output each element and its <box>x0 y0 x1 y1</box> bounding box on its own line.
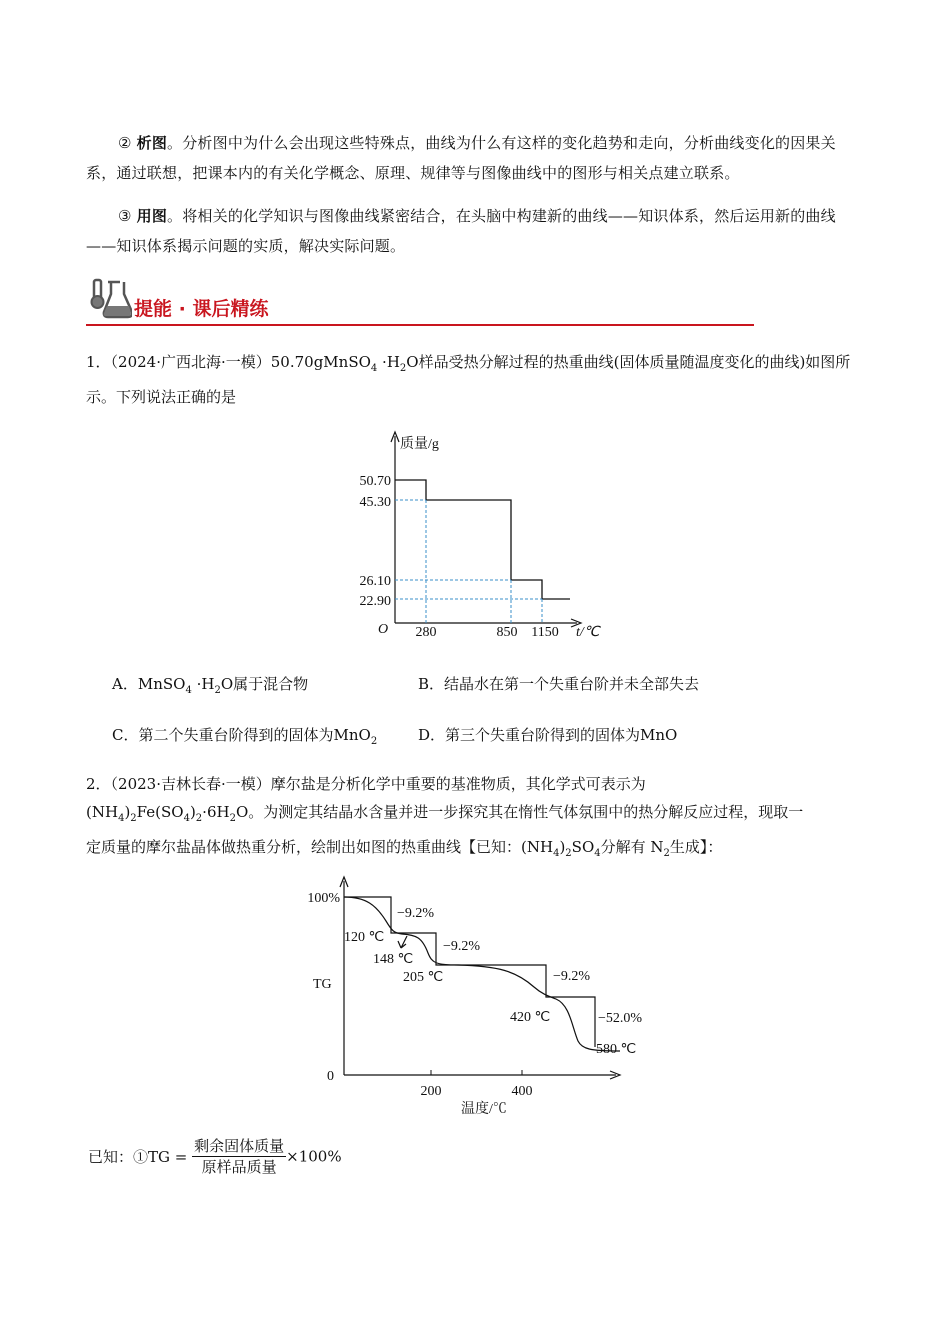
step-label-1: −9.2% <box>397 906 435 921</box>
question-1: 1．（2024·广西北海·一模）50.70gMnSO$_4$ $\cdot H_2O$样品受热分解过程的热重曲线(固体质量随温度变化的曲线)如图所示。下列说法正确的是 <box>86 353 851 406</box>
thermogravimetric-chart-2 <box>298 875 678 1115</box>
known-tg-formula: 已知：①TG = $\frac{\text{剩余固体质量}}{\text{原样品质量}}$ ×100% <box>88 1137 342 1176</box>
formula-mno2: MnO$_2$ <box>333 726 378 747</box>
temp-label-148: 148 ℃ <box>373 952 414 967</box>
y-tick-3: 26.10 <box>359 574 391 589</box>
mass-step-curve <box>395 480 570 599</box>
section-title: 提能 · 课后精练 <box>134 298 269 320</box>
x-tick-1: 200 <box>420 1084 442 1099</box>
keyword-analyze: 析图 <box>136 134 168 152</box>
paragraph-use-chart: ③ 用图。将相关的化学知识与图像曲线紧密结合，在头脑中构建新的曲线——知识体系，然后运用新的曲线——知识体系揭示问题的实质，解决实际问题。 <box>86 207 836 255</box>
y-axis-label: TG <box>313 977 332 992</box>
formula-mnso4-h2o-a: MnSO$_4$ $\cdot H_2O$ <box>137 675 234 696</box>
y-axis-label: 质量/g <box>400 437 439 452</box>
x-axis-label: t/℃ <box>576 625 600 640</box>
temp-label-420: 420 ℃ <box>510 1010 551 1025</box>
x-tick-3: 1150 <box>531 625 559 640</box>
tg-fraction: $\frac{\text{剩余固体质量}}{\text{原样品质量}}$ <box>194 1137 285 1176</box>
paragraph-analyze-chart: ② 析图。分析图中为什么会出现这些特殊点，曲线为什么有这样的变化趋势和走向，分析曲线变化的因果关系，通过联想，把课本内的有关化学概念、原理、规律等与图像曲线中的图形与相关点建立联系。 <box>86 134 836 182</box>
temp-label-205: 205 ℃ <box>403 970 444 985</box>
y-tick-4: 22.90 <box>359 594 391 609</box>
temp-label-580: 580 ℃ <box>596 1042 637 1057</box>
option-d[interactable]: D．第三个失重台阶得到的固体为MnO <box>418 726 678 744</box>
question-2: 2．（2023·吉林长春·一模）摩尔盐是分析化学中重要的基准物质，其化学式可表示为 $(NH_4)_2Fe(SO_4)_2\cdot 6H_2O$。为测定其结晶水含量并进一步探究其在惰性气体氛围中的热分解反应过程，现取一 定质量的摩尔盐晶体做热重分析，绘制出如图的热重曲线【已知：$(NH_4)_2SO_4$分解有 $N_2$生成】： <box>86 775 804 859</box>
section-header <box>86 278 754 326</box>
arrow-icon <box>398 936 407 948</box>
x-tick-2: 400 <box>511 1084 533 1099</box>
formula-mnso4-h2o: 50.70gMnSO$_4$ $\cdot H_2O$ <box>270 353 419 374</box>
keyword-use: 用图 <box>136 207 168 225</box>
option-c[interactable]: C．第二个失重台阶得到的固体为MnO$_2$ <box>112 726 378 747</box>
step-label-4: −52.0% <box>598 1011 643 1026</box>
y-tick-1: 50.70 <box>359 474 391 489</box>
option-a[interactable]: A．MnSO$_4$ $\cdot H_2O$属于混合物 <box>112 675 309 696</box>
y-top-label: 100% <box>307 891 340 906</box>
step-label-3: −9.2% <box>553 969 591 984</box>
temp-label-120: 120 ℃ <box>344 930 385 945</box>
x-axis-label: 温度/℃ <box>461 1102 507 1115</box>
option-b[interactable]: B．结晶水在第一个失重台阶并未全部失去 <box>418 675 700 693</box>
step-label-2: −9.2% <box>443 939 481 954</box>
flask-icon <box>86 278 132 320</box>
y-zero-label: 0 <box>327 1069 334 1084</box>
x-tick-2: 850 <box>496 625 518 640</box>
origin-label: O <box>378 622 389 637</box>
thermogravimetric-chart-1 <box>345 428 605 643</box>
x-tick-1: 280 <box>415 625 437 640</box>
y-tick-2: 45.30 <box>359 495 391 510</box>
